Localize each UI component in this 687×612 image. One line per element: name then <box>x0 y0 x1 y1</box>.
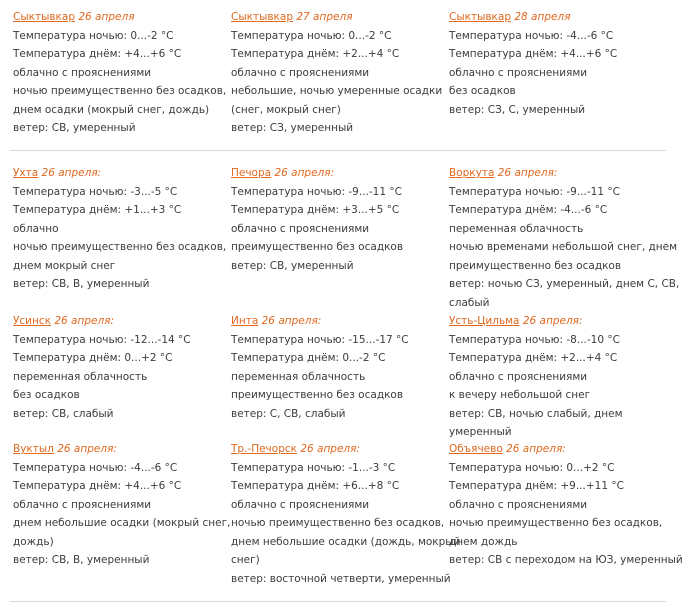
forecast-detail-line: переменная облачность <box>13 370 148 383</box>
day-temperature: Температура днём: +4...+6 °С <box>449 48 618 60</box>
forecast-detail-line: умеренный <box>449 426 512 438</box>
forecast-cell <box>449 312 667 442</box>
night-temperature: Температура ночью: -4...-6 °С <box>449 29 614 42</box>
forecast-detail-line: ночью преимущественно без осадков, <box>231 517 445 529</box>
forecast-cell <box>231 8 449 138</box>
forecast-header <box>13 164 231 183</box>
day-temperature: Температура днём: +2...+4 °С <box>231 48 400 60</box>
city-link[interactable]: Ухта <box>13 167 39 179</box>
forecast-detail-line: слабый <box>449 296 490 309</box>
forecast-header <box>231 440 449 459</box>
night-temperature: Температура ночью: 0...+2 °С <box>449 461 615 474</box>
forecast-cell <box>231 312 449 423</box>
forecast-detail-line: ночью преимущественно без осадков, <box>13 241 227 253</box>
forecast-header <box>231 164 449 183</box>
forecast-date: 26 апреля: <box>54 315 115 327</box>
forecast-header <box>231 312 449 331</box>
city-link[interactable]: Тр.-Печорск <box>231 443 297 455</box>
forecast-detail-line: ветер: СВ, умеренный <box>13 122 136 134</box>
forecast-date: 26 апреля: <box>497 167 558 179</box>
day-temperature: Температура днём: +3...+5 °С <box>231 204 400 216</box>
forecast-date: 26 апреля: <box>261 315 322 327</box>
night-temperature: Температура ночью: -4...-6 °С <box>13 461 178 474</box>
forecast-detail-line: днем небольшие осадки (мокрый снег, <box>13 517 231 529</box>
forecast-header <box>449 164 667 183</box>
night-temperature: Температура ночью: -3...-5 °С <box>13 185 178 198</box>
forecast-cell <box>449 440 683 570</box>
day-temperature: Температура днём: +6...+8 °С <box>231 480 400 492</box>
forecast-date: 26 апреля: <box>506 443 566 455</box>
night-temperature: Температура ночью: -15...-17 °С <box>231 333 409 346</box>
forecast-detail-line: облачно <box>13 222 59 235</box>
forecast-cell <box>13 8 231 138</box>
forecast-detail-line: преимущественно без осадков <box>231 241 404 253</box>
forecast-detail-line: ветер: С, СВ, слабый <box>231 407 346 420</box>
forecast-cell <box>231 440 461 588</box>
forecast-cell <box>231 164 449 275</box>
city-link[interactable]: Сыктывкар <box>449 11 512 23</box>
forecast-detail-line: днем дождь <box>449 535 518 548</box>
forecast-detail-line: облачно с прояснениями <box>231 498 370 511</box>
forecast-detail-line: днем небольшие осадки (дождь, мокрый <box>231 535 461 548</box>
forecast-detail-line: ветер: СВ, В, умеренный <box>13 554 150 566</box>
forecast-date: 26 апреля: <box>57 443 117 455</box>
forecast-detail-line: ночью преимущественно без осадков, <box>13 85 227 97</box>
forecast-date: 26 апреля <box>78 11 135 23</box>
forecast-detail-line: дождь) <box>13 535 54 548</box>
night-temperature: Температура ночью: -1...-3 °С <box>231 461 396 474</box>
forecast-cell <box>449 164 680 312</box>
day-temperature: Температура днём: 0...+2 °С <box>13 352 173 364</box>
forecast-header <box>13 440 231 459</box>
city-link[interactable]: Сыктывкар <box>13 11 76 23</box>
forecast-detail-line: ветер: СВ, умеренный <box>231 259 354 272</box>
forecast-detail-line: облачно с прояснениями <box>449 498 588 511</box>
day-temperature: Температура днём: +4...+6 °С <box>13 480 182 492</box>
city-link[interactable]: Инта <box>231 315 259 327</box>
day-temperature: Температура днём: +2...+4 °С <box>449 352 618 364</box>
forecast-detail-line: облачно с прояснениями <box>449 370 588 383</box>
forecast-cell <box>449 8 667 119</box>
night-temperature: Температура ночью: 0...-2 °С <box>231 29 392 42</box>
forecast-detail-line: облачно с прояснениями <box>13 498 152 511</box>
forecast-detail-line: днем осадки (мокрый снег, дождь) <box>13 103 210 116</box>
forecast-header <box>449 312 667 331</box>
forecast-detail-line: к вечеру небольшой снег <box>449 389 591 401</box>
forecast-detail-line: ветер: СВ, слабый <box>13 407 114 420</box>
forecast-detail-line: снег) <box>231 554 260 566</box>
forecast-detail-line: переменная облачность <box>449 222 584 235</box>
forecast-detail-line: без осадков <box>13 389 80 401</box>
forecast-date: 27 апреля <box>296 11 353 23</box>
city-link[interactable]: Сыктывкар <box>231 11 294 23</box>
forecast-detail-line: переменная облачность <box>231 370 366 383</box>
forecast-detail-line: ночью временами небольшой снег, днем <box>449 241 678 253</box>
forecast-header <box>449 8 667 27</box>
forecast-detail-line: ветер: ночью СЗ, умеренный, днем С, СВ, <box>449 278 680 290</box>
forecast-header <box>13 312 231 331</box>
city-link[interactable]: Вуктыл <box>13 443 54 455</box>
forecast-date: 26 апреля: <box>274 167 335 179</box>
forecast-detail-line: облачно с прояснениями <box>231 222 370 235</box>
forecast-header <box>231 8 449 27</box>
forecast-date: 26 апреля: <box>300 443 361 455</box>
row-separator <box>10 601 666 602</box>
forecast-cell <box>13 312 231 423</box>
forecast-detail-line: облачно с прояснениями <box>13 66 152 79</box>
night-temperature: Температура ночью: -8...-10 °С <box>449 333 620 346</box>
row-separator <box>10 150 666 151</box>
day-temperature: Температура днём: +9...+11 °С <box>449 480 624 492</box>
forecast-detail-line: ночью преимущественно без осадков, <box>449 517 663 529</box>
forecast-detail-line: ветер: СВ, ночью слабый, днем <box>449 407 623 420</box>
forecast-detail-line: облачно с прояснениями <box>231 66 370 79</box>
day-temperature: Температура днём: +4...+6 °С <box>13 48 182 60</box>
forecast-date: 26 апреля: <box>522 315 583 327</box>
day-temperature: Температура днём: 0...-2 °С <box>231 352 386 364</box>
forecast-detail-line: преимущественно без осадков <box>449 259 622 272</box>
forecast-cell <box>13 164 231 294</box>
forecast-detail-line: ветер: СВ с переходом на ЮЗ, умеренный <box>449 554 683 566</box>
city-link[interactable]: Объячево <box>449 443 503 455</box>
forecast-detail-line: (снег, мокрый снег) <box>231 103 341 116</box>
forecast-detail-line: небольшие, ночью умеренные осадки <box>231 85 443 97</box>
day-temperature: Температура днём: +1...+3 °С <box>13 204 182 216</box>
forecast-detail-line: ветер: СЗ, С, умеренный <box>449 103 586 116</box>
forecast-detail-line: без осадков <box>449 85 516 97</box>
forecast-detail-line: преимущественно без осадков <box>231 389 404 401</box>
forecast-cell <box>13 440 231 570</box>
city-link[interactable]: Воркута <box>449 167 495 179</box>
forecast-header <box>13 8 231 27</box>
forecast-detail-line: ветер: СВ, В, умеренный <box>13 278 150 290</box>
night-temperature: Температура ночью: -12...-14 °С <box>13 333 191 346</box>
forecast-detail-line: днем мокрый снег <box>13 259 116 272</box>
forecast-date: 26 апреля: <box>41 167 102 179</box>
night-temperature: Температура ночью: 0...-2 °С <box>13 29 174 42</box>
forecast-date: 28 апреля <box>514 11 571 23</box>
night-temperature: Температура ночью: -9...-11 °С <box>231 185 402 198</box>
night-temperature: Температура ночью: -9...-11 °С <box>449 185 620 198</box>
city-link[interactable]: Печора <box>231 167 272 179</box>
forecast-detail-line: ветер: восточной четверти, умеренный <box>231 572 451 585</box>
forecast-detail-line: ветер: СЗ, умеренный <box>231 122 354 134</box>
forecast-detail-line: облачно с прояснениями <box>449 66 588 79</box>
day-temperature: Температура днём: -4...-6 °С <box>449 204 608 216</box>
city-link[interactable]: Усть-Цильма <box>449 315 520 327</box>
city-link[interactable]: Усинск <box>13 315 51 327</box>
forecast-header <box>449 440 667 459</box>
